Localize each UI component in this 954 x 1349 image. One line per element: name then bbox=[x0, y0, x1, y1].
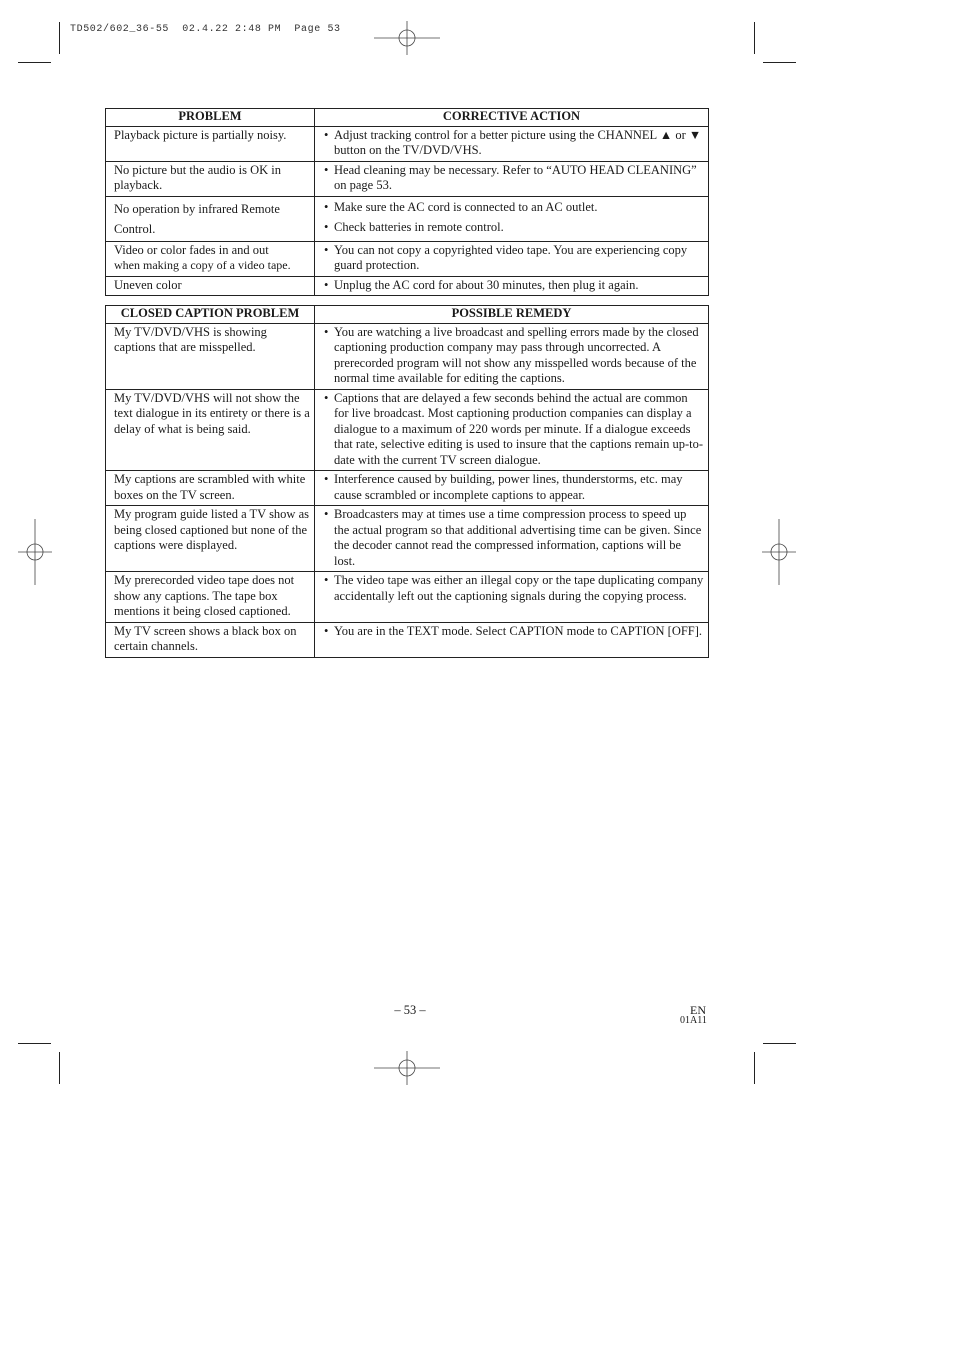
remedy-item: • Broadcasters may at times use a time compression process to speed up the actual program so that additional advertising time can be given. Since the decoder cannot read the compressed information, captions will be lost. bbox=[323, 507, 704, 569]
problem-cell: My TV screen shows a black box on certain channels. bbox=[106, 622, 315, 657]
problem-cell: My program guide listed a TV show as being closed captioned but none of the captions were displayed. bbox=[106, 506, 315, 572]
problem-cell: Uneven color bbox=[106, 276, 315, 296]
remedy-item: • You are in the TEXT mode. Select CAPTION mode to CAPTION [OFF]. bbox=[323, 624, 704, 640]
problem-cell bbox=[106, 241, 315, 276]
remedy-cell bbox=[315, 622, 709, 657]
action-item: • Make sure the AC cord is connected to an AC outlet. bbox=[323, 200, 704, 216]
table-row bbox=[106, 389, 709, 471]
table-row bbox=[106, 241, 709, 276]
action-cell bbox=[315, 196, 709, 241]
table-row bbox=[106, 323, 709, 389]
document-code: 01A11 bbox=[680, 1015, 707, 1026]
crop-mark bbox=[18, 1043, 51, 1044]
language-code: EN bbox=[690, 1003, 706, 1017]
registration-mark-icon bbox=[18, 519, 52, 585]
action-cell bbox=[315, 161, 709, 196]
crop-mark bbox=[754, 1052, 755, 1084]
table-header-row bbox=[106, 109, 709, 127]
page-number: – 53 – bbox=[394, 1003, 426, 1017]
column-header-cc-problem: CLOSED CAPTION PROBLEM bbox=[106, 306, 315, 324]
problem-cell: No operation by infrared Remote Control. bbox=[106, 196, 315, 241]
remedy-item: • You are watching a live broadcast and spelling errors made by the closed captioning production company may pass through uncorrected. A prerecorded program will not show any misspelled words because of the normal time available for editing the captions. bbox=[323, 325, 704, 387]
table-row bbox=[106, 471, 709, 506]
action-item: • Adjust tracking control for a better picture using the CHANNEL ▲ or ▼ button on the TV/DVD/VHS. bbox=[323, 128, 704, 159]
action-item: • Head cleaning may be necessary. Refer to “AUTO HEAD CLEANING” on page 53. bbox=[323, 163, 704, 194]
problem-cell: No picture but the audio is OK in playback. bbox=[106, 161, 315, 196]
troubleshooting-table bbox=[105, 108, 709, 296]
crop-mark bbox=[59, 22, 60, 54]
table-row bbox=[106, 506, 709, 572]
crop-mark bbox=[754, 22, 755, 54]
print-slug: TD502/602_36-55 02.4.22 2:48 PM Page 53 bbox=[70, 24, 341, 35]
table-header-row bbox=[106, 306, 709, 324]
problem-cell: My prerecorded video tape does not show any captions. The tape box mentions it being closed captioned. bbox=[106, 572, 315, 623]
action-item: • You can not copy a copyrighted video tape. You are experiencing copy guard protection. bbox=[323, 243, 704, 274]
problem-cell: My TV/DVD/VHS will not show the text dialogue in its entirety or there is a delay of what is being said. bbox=[106, 389, 315, 471]
action-cell bbox=[315, 276, 709, 296]
problem-cell: Playback picture is partially noisy. bbox=[106, 126, 315, 161]
table-row bbox=[106, 622, 709, 657]
crop-mark bbox=[59, 1052, 60, 1084]
registration-mark-icon bbox=[762, 519, 796, 585]
remedy-cell bbox=[315, 572, 709, 623]
remedy-cell bbox=[315, 506, 709, 572]
action-item: • Unplug the AC cord for about 30 minutes, then plug it again. bbox=[323, 278, 704, 294]
remedy-cell bbox=[315, 323, 709, 389]
table-row bbox=[106, 276, 709, 296]
table-row bbox=[106, 126, 709, 161]
remedy-item: • Captions that are delayed a few seconds behind the actual are common for live broadcast. Most captioning production companies can display a dialogue to a maximum of 220 words per minute. If a dialogue exceeds that rate, selective editing is used to insure that the captions remain up-to-date with the current TV screen dialogue. bbox=[323, 391, 704, 469]
column-header-remedy: POSSIBLE REMEDY bbox=[315, 306, 709, 324]
remedy-cell bbox=[315, 389, 709, 471]
table-row bbox=[106, 196, 709, 241]
action-cell bbox=[315, 126, 709, 161]
table-row bbox=[106, 572, 709, 623]
registration-mark-icon bbox=[374, 21, 440, 55]
column-header-problem: PROBLEM bbox=[106, 109, 315, 127]
action-cell bbox=[315, 241, 709, 276]
problem-cell: My TV/DVD/VHS is showing captions that are misspelled. bbox=[106, 323, 315, 389]
action-item: • Check batteries in remote control. bbox=[323, 220, 704, 236]
problem-cell: My captions are scrambled with white boxes on the TV screen. bbox=[106, 471, 315, 506]
remedy-item: • Interference caused by building, power lines, thunderstorms, etc. may cause scrambled or incomplete captions to appear. bbox=[323, 472, 704, 503]
problem-text: Video or color fades in and out bbox=[114, 242, 269, 257]
closed-caption-table bbox=[105, 305, 709, 658]
table-row bbox=[106, 161, 709, 196]
crop-mark bbox=[763, 1043, 796, 1044]
remedy-item: • The video tape was either an illegal copy or the tape duplicating company accidentally left out the captioning signals during the copying process. bbox=[323, 573, 704, 604]
registration-mark-icon bbox=[374, 1051, 440, 1085]
remedy-cell bbox=[315, 471, 709, 506]
crop-mark bbox=[18, 62, 51, 63]
column-header-action: CORRECTIVE ACTION bbox=[315, 109, 709, 127]
crop-mark bbox=[763, 62, 796, 63]
problem-text: when making a copy of a video tape. bbox=[114, 258, 291, 272]
